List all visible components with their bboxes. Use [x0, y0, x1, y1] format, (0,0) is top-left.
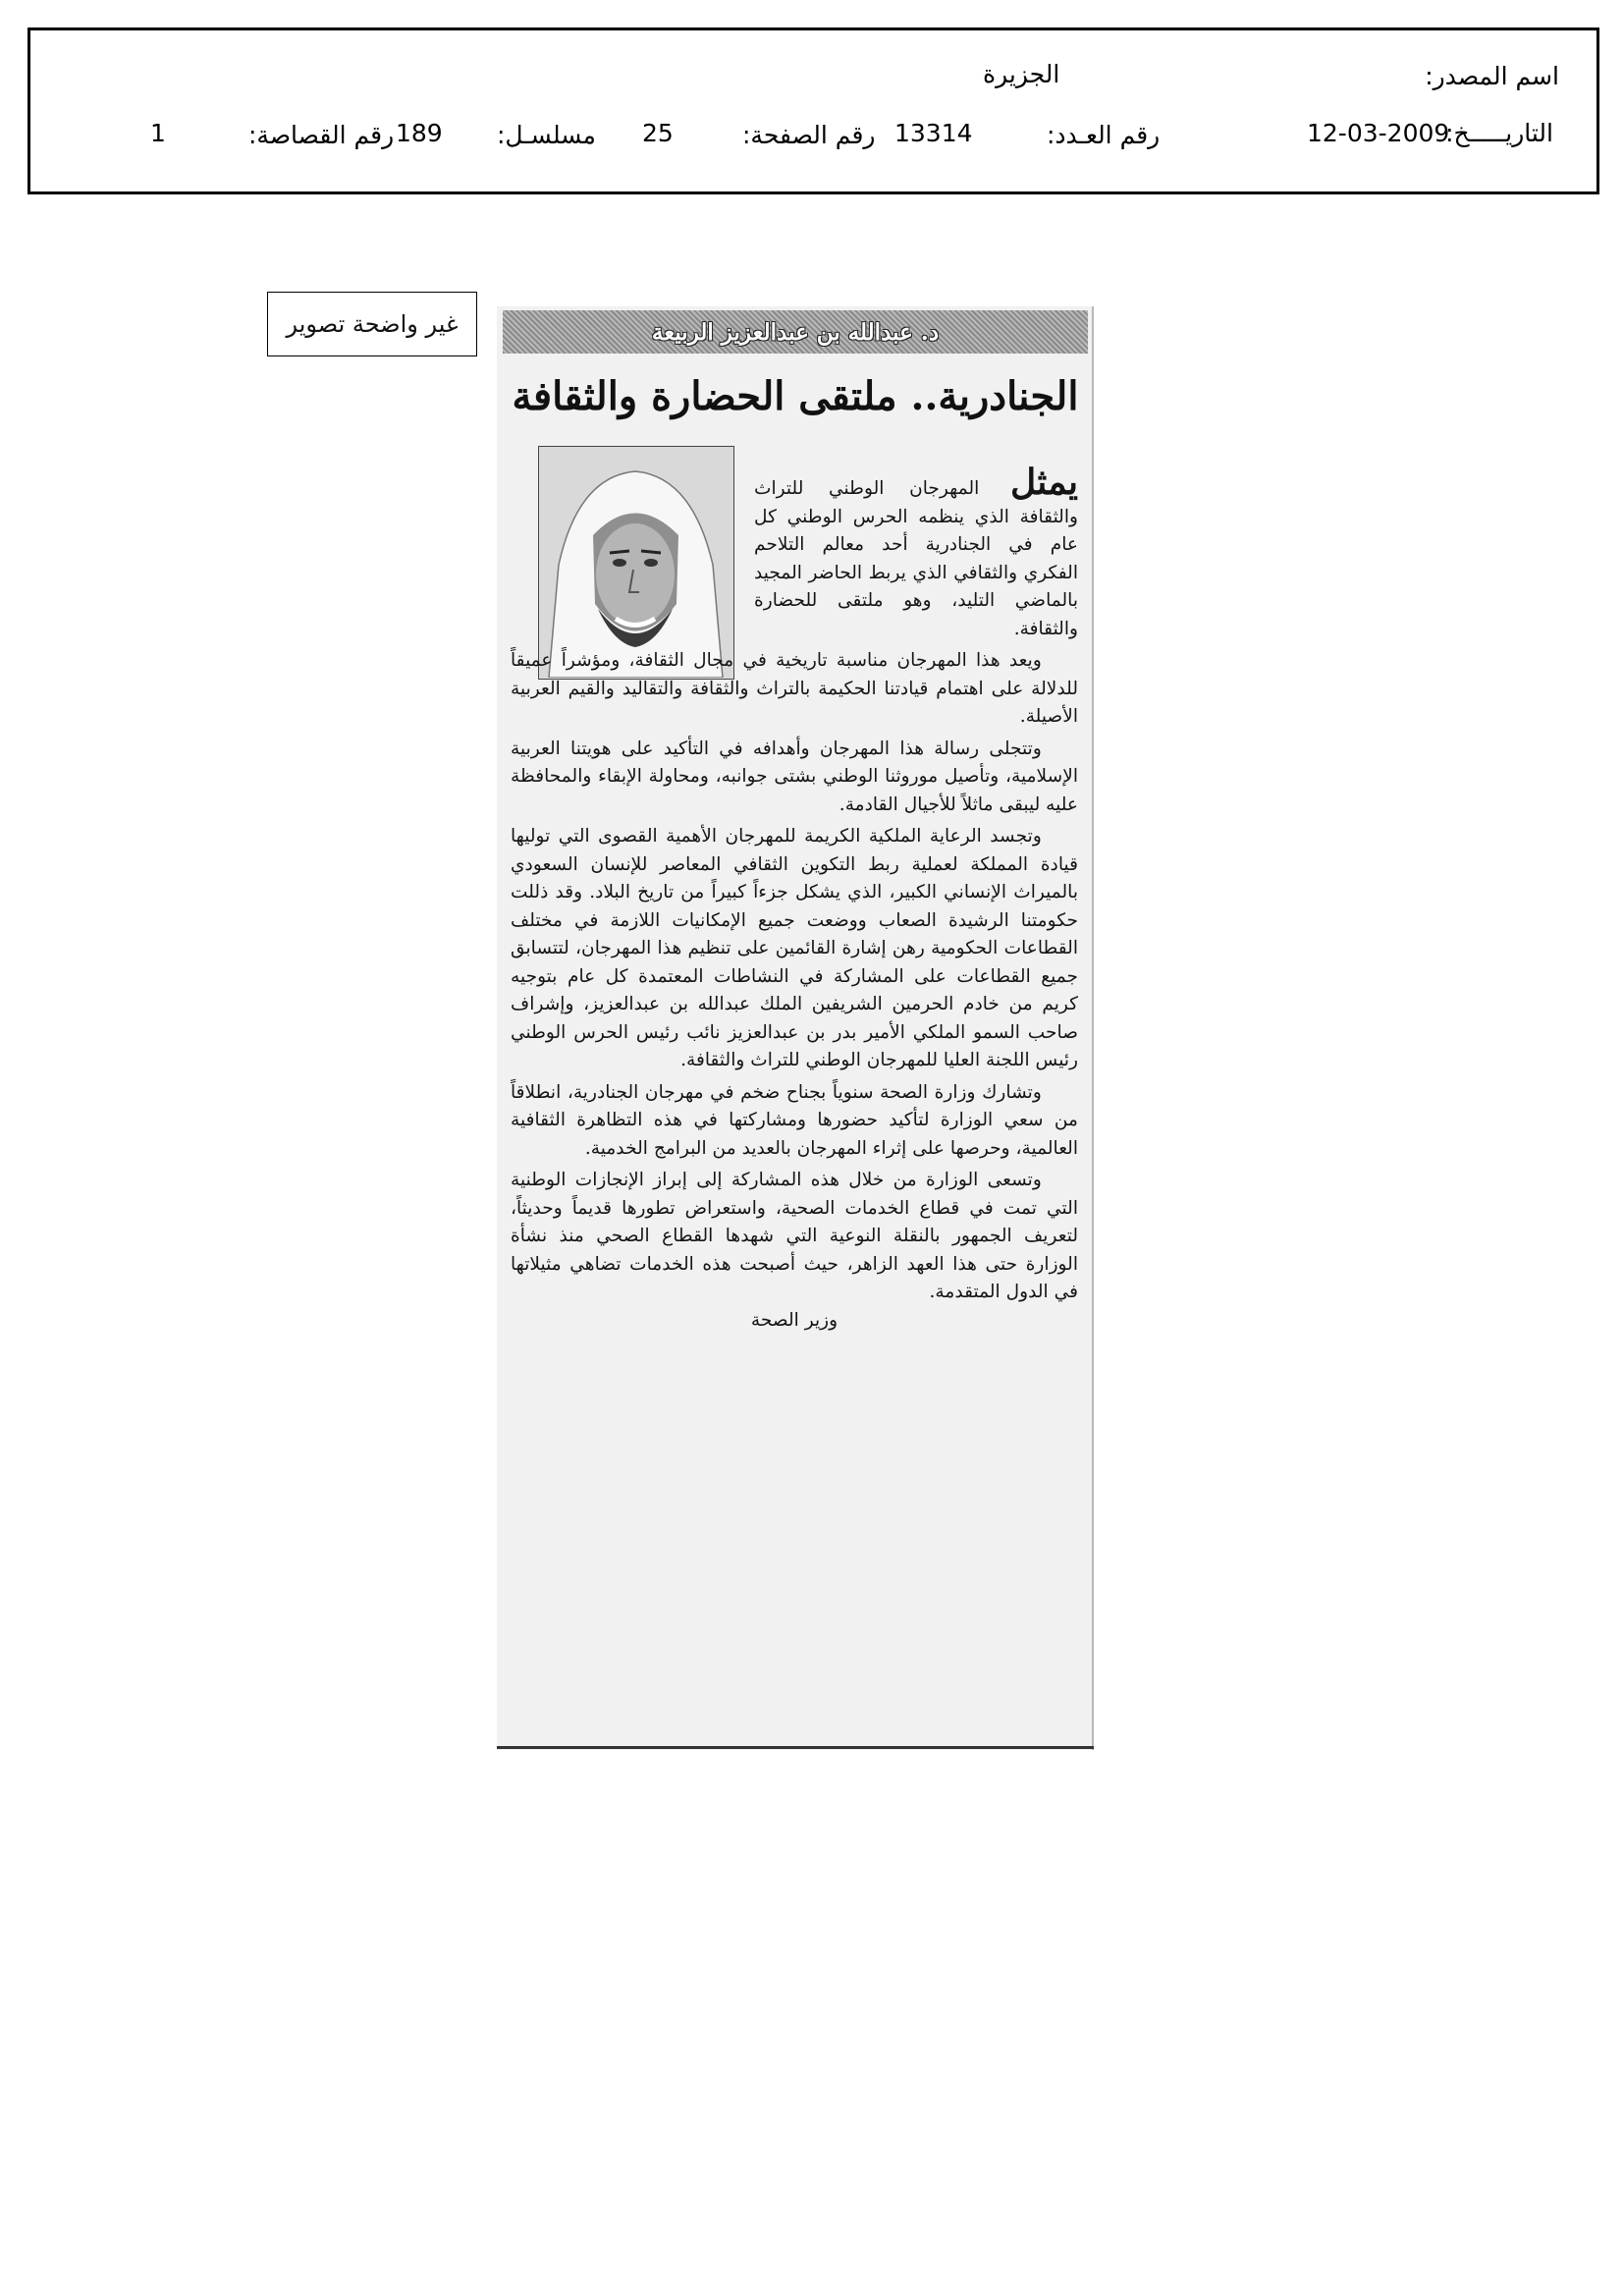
- source-value: الجزيرة: [983, 60, 1060, 88]
- issue-label: رقم العـدد:: [1047, 121, 1161, 149]
- page-label: رقم الصفحة:: [742, 121, 876, 149]
- source-label: اسم المصدر:: [1425, 62, 1559, 90]
- article-paragraph-5: وتشارك وزارة الصحة سنوياً بجناح ضخم في مهرجان الجنادرية، انطلاقاً من سعي الوزارة لتأكيد حضورها ومشاركتها في هذه التظاهرة الثقافية العالمية، وحرصها على إثراء المهرجان بالعديد من البرامج الخدمية.: [511, 1081, 1078, 1159]
- clipping-bottom-rule: [497, 1746, 1094, 1749]
- article-paragraph-4: وتجسد الرعاية الملكية الكريمة للمهرجان الأهمية القصوى التي توليها قيادة المملكة لعملية ربط التكوين الثقافي المعاصر للإنسان السعودي بالميراث الإنساني الكبير، الذي يشكل جزءاً كبيراً من تاريخ البلاد. وقد ذللت حكومتنا الرشيدة الصعاب ووضعت جميع الإمكانيات اللازمة في مختلف القطاعات الحكومية رهن إشارة القائمين على تنظيم هذا المهرجان، لتتسابق جميع القطاعات على المشاركة في النشاطات المعتمدة كل عام بتوجيه كريم من خادم الحرمين الشريفين الملك عبدالله بن عبدالعزيز، وإشراف صاحب السمو الملكي الأمير بدر بن عبدالعزيز نائب رئيس الحرس الوطني رئيس اللجنة العليا للمهرجان الوطني للتراث والثقافة.: [511, 826, 1078, 1070]
- article-signature: وزير الصحة: [750, 1309, 839, 1331]
- clip-value: 1: [150, 119, 166, 147]
- newspaper-clipping: [497, 306, 1094, 1750]
- article-paragraph-6: وتسعى الوزارة من خلال هذه المشاركة إلى إبراز الإنجازات الوطنية التي تمت في قطاع الخدمات الصحية، واستعراض تطورها قديماً وحديثاً، لتعريف الجمهور بالنقلة النوعية التي شهدها القطاع الصحي منذ نشأة الوزارة حتى هذا العهد الزاهر، حيث أصبحت هذه الخدمات تضاهي مثيلاتها في الدول المتقدمة.: [511, 1170, 1078, 1302]
- drop-cap: يمثل: [1010, 462, 1078, 503]
- serial-label: مسلسـل:: [497, 121, 596, 149]
- byline-bar: [503, 310, 1088, 354]
- article-title: الجنادرية.. ملتقى الحضارة والثقافة: [512, 373, 1079, 419]
- serial-value: 189: [396, 119, 443, 147]
- article-paragraph-1-text: المهرجان الوطني للتراث والثقافة الذي ينظمه الحرس الوطني كل عام في الجنادرية أحد معالم التلاحم الفكري والثقافي الذي يربط الحاضر المجيد بالماضي التليد، وهو ملتقى للحضارة والثقافة.: [754, 478, 1078, 639]
- page-value: 25: [642, 119, 674, 147]
- byline-text: د. عبدالله بن عبدالعزيز الربيعة: [651, 318, 940, 346]
- article-paragraph-1: [511, 462, 1078, 643]
- article-paragraph-2: ويعد هذا المهرجان مناسبة تاريخية في مجال الثقافة، ومؤشراً عميقاً للدلالة على اهتمام قيادتنا الحكيمة بالتراث والثقافة والتقاليد والقيم العربية الأصيلة.: [511, 650, 1078, 727]
- unclear-copy-note: غير واضحة تصوير: [267, 292, 477, 356]
- article-paragraph-3: وتتجلى رسالة هذا المهرجان وأهدافه في التأكيد على هويتنا العربية الإسلامية، وتأصيل موروثنا الوطني بشتى جوانبه، ومحاولة الإبقاء والمحافظة عليه ليبقى ماثلاً للأجيال القادمة.: [511, 738, 1078, 815]
- clip-label: رقم القصاصة:: [248, 121, 395, 149]
- article-body: [511, 462, 1078, 1335]
- issue-value: 13314: [894, 119, 973, 147]
- clipping-header: [27, 27, 1599, 194]
- date-value: 12-03-2009: [1307, 119, 1450, 147]
- date-label: التاريـــــخ:: [1445, 119, 1553, 147]
